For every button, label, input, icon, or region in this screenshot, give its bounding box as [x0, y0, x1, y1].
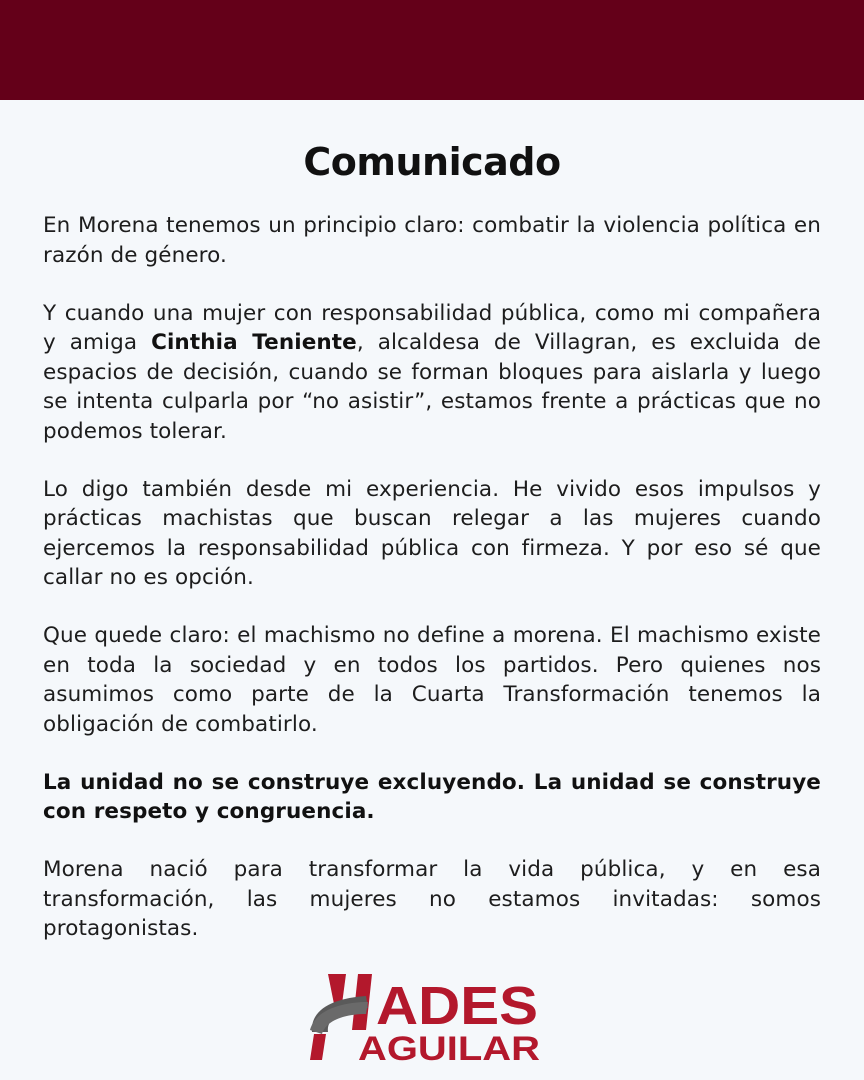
paragraph-4: Que quede claro: el machismo no define a morena. El machismo existe en toda la sociedad y en todos los partidos. Pero quienes nos asumimos como parte de la Cuarta Transformación tenemos la obligación de combatirlo.	[43, 623, 821, 737]
paragraph-2-after: , alcaldesa de Villagran, es excluida de espacios de decisión, cuando se forman bloques para aislarla y luego se intenta culparla por “no asistir”, estamos frente a prácticas que no podemos tolerar.	[43, 330, 821, 444]
paragraph-2-before: Y cuando una mujer con responsabilidad pública, como mi compañera y amiga	[43, 300, 821, 355]
logo-aguilar-text: AGUILAR	[358, 1030, 540, 1068]
page-title: Comunicado	[303, 140, 561, 184]
highlighted-name: Cinthia Teniente	[151, 330, 357, 355]
header-band	[0, 0, 864, 100]
bold-statement: La unidad no se construye excluyendo. La unidad se construye con respeto y congruencia.	[43, 769, 821, 824]
ades-aguilar-logo	[306, 968, 546, 1068]
paragraph-1: En Morena tenemos un principio claro: combatir la violencia política en razón de género.	[43, 213, 821, 268]
paragraph-6: Morena nació para transformar la vida pública, y en esa transformación, las mujeres no estamos invitadas: somos protagonistas.	[43, 857, 821, 941]
statement-body	[43, 211, 821, 972]
logo-ades-text: ADES	[376, 976, 538, 1036]
paragraph-3: Lo digo también desde mi experiencia. He vivido esos impulsos y prácticas machistas que buscan relegar a las mujeres cuando ejercemos la responsabilidad pública con firmeza. Y por eso sé que callar no es opción.	[43, 476, 821, 590]
paragraph-2	[43, 299, 821, 447]
